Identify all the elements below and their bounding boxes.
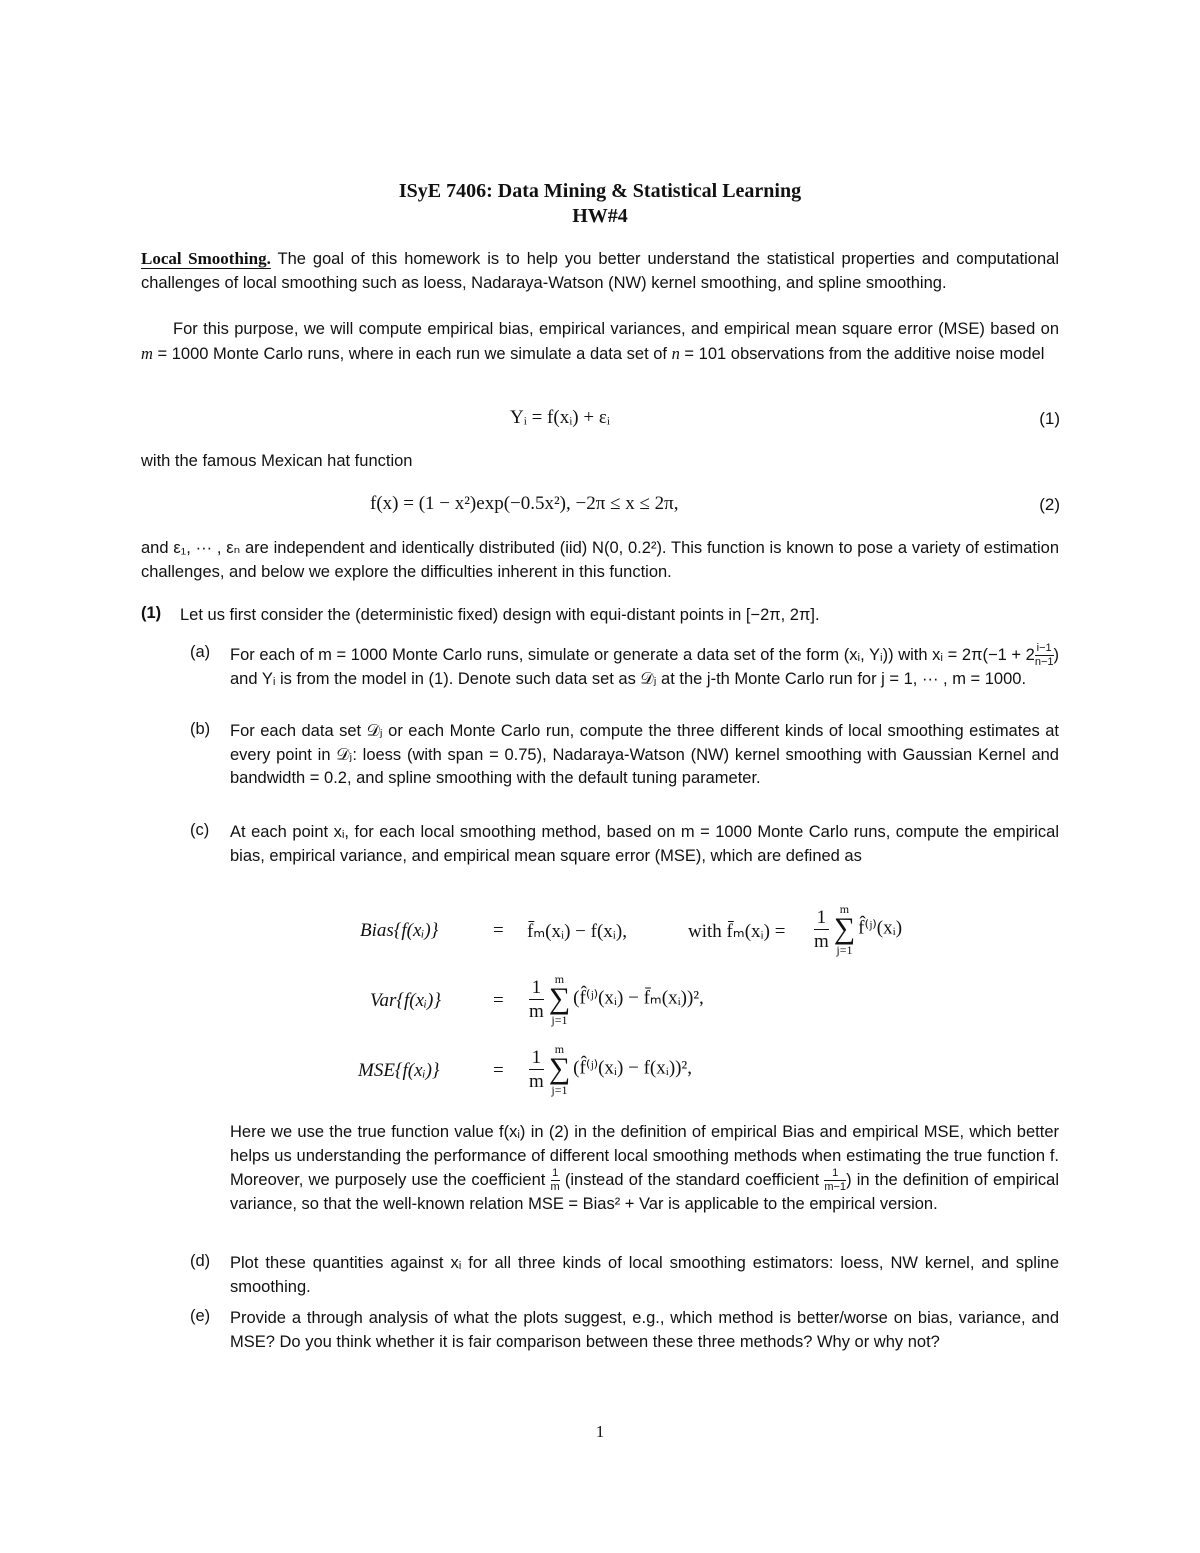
var-rhs bbox=[527, 973, 704, 1026]
bias-mean-expression bbox=[812, 903, 902, 956]
bias-equals: = bbox=[493, 920, 504, 941]
var-coefficient bbox=[529, 978, 544, 1021]
sum-symbol: ∑ bbox=[548, 982, 571, 1015]
purpose-paragraph bbox=[141, 318, 1059, 366]
mse-rhs bbox=[527, 1043, 692, 1096]
document-title: ISyE 7406: Data Mining & Statistical Learning bbox=[398, 180, 802, 202]
summation-icon bbox=[549, 973, 570, 1026]
question-1-text: Let us first consider the (deterministic fixed) design with equi-distant points in [−2π, 2π]. bbox=[180, 606, 820, 624]
part-d-text: Plot these quantities against xᵢ for all three kinds of local smoothing estimators: loess, NW kernel, and spline smoothing. bbox=[230, 1254, 1059, 1296]
note-text-3: ) in the definition of empirical variance, so that the well-known relation MSE = Bias² + Var is applicable to the empirical version. bbox=[230, 1170, 1060, 1213]
purpose-text-2: = 1000 Monte Carlo runs, where in each run we simulate a data set of bbox=[152, 344, 672, 363]
purpose-text-1: For this purpose, we will compute empirical bias, empirical variances, and empirical mean square error (MSE) based on bbox=[173, 320, 1059, 338]
bias-lhs: Bias{f(xᵢ)} bbox=[360, 920, 439, 941]
part-a-text-1: For each of m = 1000 Monte Carlo runs, simulate or generate a data set of the form (xᵢ, Yᵢ)) with xᵢ = 2π(−1 + 2 bbox=[230, 645, 1035, 664]
part-c-note bbox=[230, 1121, 1059, 1217]
mse-coefficient bbox=[529, 1048, 544, 1091]
purpose-text-3: = 101 observations from the additive noise model bbox=[679, 344, 1045, 363]
sum-upper: m bbox=[554, 1042, 565, 1056]
equation-1: Yᵢ = f(xᵢ) + εᵢ bbox=[510, 407, 610, 428]
mse-sum-term: (f̂⁽ʲ⁾(xᵢ) − f(xᵢ))², bbox=[573, 1057, 692, 1079]
note-text-2: (instead of the standard coefficient bbox=[559, 1170, 825, 1189]
part-a-text-2: ) and Yᵢ is from the model in (1). Denote such data set as 𝒟ⱼ at the j-th Monte Carlo run for j = 1, ··· , m = 1000. bbox=[230, 645, 1059, 688]
bias-rhs: f̄ₘ(xᵢ) − f(xᵢ), bbox=[527, 921, 627, 942]
coef-denominator: m bbox=[814, 930, 829, 952]
part-d-label: (d) bbox=[190, 1252, 211, 1270]
part-a-text bbox=[230, 643, 1059, 692]
bias-sum-term: f̂⁽ʲ⁾(xᵢ) bbox=[858, 917, 903, 939]
coefficient-1-over-m-minus-1 bbox=[824, 1168, 846, 1193]
part-b-label: (b) bbox=[190, 720, 211, 738]
sum-lower: j=1 bbox=[551, 1082, 568, 1097]
frac-numerator: 1 bbox=[552, 1167, 559, 1179]
summation-icon bbox=[549, 1043, 570, 1096]
coef-numerator: 1 bbox=[529, 1048, 544, 1070]
coef-denominator: m bbox=[529, 1070, 544, 1092]
sum-lower: j=1 bbox=[836, 942, 853, 957]
index-fraction-numerator: i−1 bbox=[1036, 642, 1052, 654]
part-a-label: (a) bbox=[190, 643, 211, 661]
var-m: m bbox=[141, 343, 153, 363]
noise-paragraph: and ε₁, ··· , εₙ are independent and identically distributed (iid) N(0, 0.2²). This function is known to pose a variety of estimation challenges, and below we explore the difficulties inherent in this function. bbox=[141, 539, 1059, 581]
sum-upper: m bbox=[839, 902, 850, 916]
var-lhs: Var{f(xᵢ)} bbox=[370, 990, 441, 1011]
homework-number: HW#4 bbox=[572, 205, 628, 227]
part-e-label: (e) bbox=[190, 1307, 211, 1325]
frac-denominator: m bbox=[550, 1181, 560, 1193]
bias-mean-coefficient bbox=[814, 908, 829, 951]
frac-numerator: 1 bbox=[824, 1168, 846, 1181]
equation-1-number: (1) bbox=[1039, 409, 1060, 428]
equation-2-number: (2) bbox=[1039, 495, 1060, 514]
var-sum-term: (f̂⁽ʲ⁾(xᵢ) − f̄ₘ(xᵢ))², bbox=[573, 987, 704, 1009]
mexican-hat-text: with the famous Mexican hat function bbox=[141, 452, 413, 470]
part-b-text: For each data set 𝒟ⱼ or each Monte Carlo run, compute the three different kinds of local smoothing estimates at every point in 𝒟ⱼ: loess (with span = 0.75), Nadaraya-Watson (NW) kernel smoothing with Gaussian Kernel and bandwidth = 0.2, and spline smoothing with the default tuning parameter. bbox=[230, 722, 1059, 787]
var-equals: = bbox=[493, 990, 504, 1011]
page-number: 1 bbox=[595, 1422, 605, 1441]
var-n: n bbox=[671, 343, 680, 363]
intro-text: The goal of this homework is to help you better understand the statistical properties and computational challenges of local smoothing such as loess, Nadaraya-Watson (NW) kernel smoothing, and spline smoothing. bbox=[141, 250, 1059, 292]
index-fraction-denominator: n−1 bbox=[1034, 656, 1054, 668]
part-c-label: (c) bbox=[190, 821, 210, 839]
mse-equals: = bbox=[493, 1060, 504, 1081]
sum-lower: j=1 bbox=[551, 1012, 568, 1027]
note-text-1: Here we use the true function value f(xᵢ) in (2) in the definition of empirical Bias and empirical MSE, which better helps us understanding the performance of different local smoothing methods when estimating the true function f. Moreover, we purposely use the coefficient bbox=[230, 1123, 1059, 1189]
part-c-text: At each point xᵢ, for each local smoothing method, based on m = 1000 Monte Carlo runs, compute the empirical bias, empirical variance, and empirical mean square error (MSE), which are defined as bbox=[230, 823, 1059, 865]
sum-upper: m bbox=[554, 972, 565, 986]
mse-lhs: MSE{f(xᵢ)} bbox=[358, 1060, 440, 1081]
coefficient-1-over-m bbox=[551, 1168, 560, 1193]
coef-numerator: 1 bbox=[814, 908, 829, 930]
question-1-label: (1) bbox=[141, 604, 162, 622]
equation-2: f(x) = (1 − x²)exp(−0.5x²), −2π ≤ x ≤ 2π, bbox=[370, 493, 679, 514]
sum-symbol: ∑ bbox=[833, 912, 856, 945]
intro-paragraph bbox=[141, 247, 1059, 295]
frac-denominator: m−1 bbox=[824, 1181, 847, 1193]
coef-numerator: 1 bbox=[529, 978, 544, 1000]
bias-with: with f̄ₘ(xᵢ) = bbox=[688, 921, 786, 942]
sum-symbol: ∑ bbox=[548, 1052, 571, 1085]
part-e-text: Provide a through analysis of what the plots suggest, e.g., which method is better/worse on bias, variance, and MSE? Do you think whether it is fair comparison between these three methods? Why or why not? bbox=[230, 1309, 1059, 1351]
summation-icon bbox=[834, 903, 855, 956]
coef-denominator: m bbox=[529, 1000, 544, 1022]
section-heading: Local Smoothing. bbox=[141, 249, 271, 268]
index-fraction bbox=[1035, 643, 1054, 668]
